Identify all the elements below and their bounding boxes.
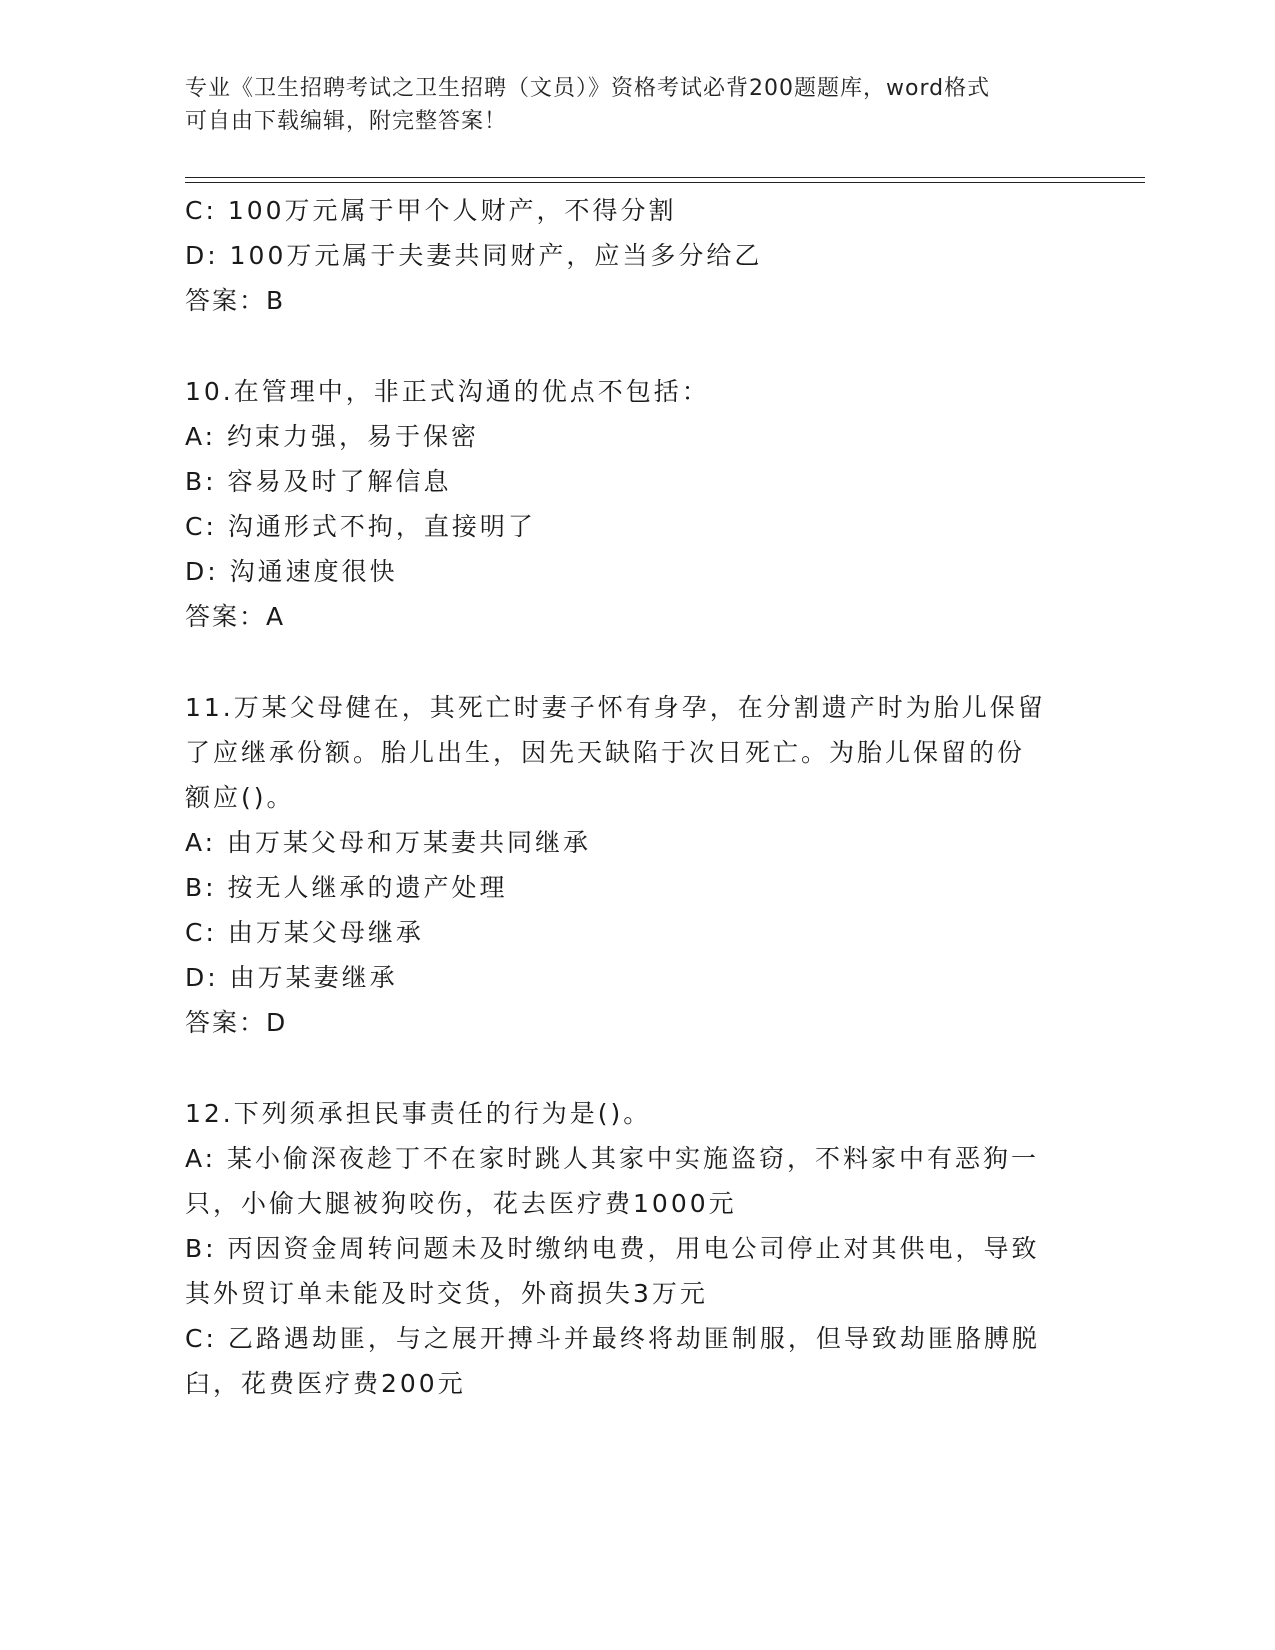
option-d: D: 沟通速度很快 — [185, 557, 398, 586]
document-header — [185, 72, 1065, 138]
option-b: B: 容易及时了解信息 — [185, 467, 452, 496]
option-c: C: 沟通形式不拘，直接明了 — [185, 512, 536, 541]
question-10-stem: 10.在管理中，非正式沟通的优点不包括： — [185, 377, 710, 406]
option-c-continuation: 臼，花费医疗费200元 — [185, 1369, 466, 1398]
header-rule-top — [185, 177, 1145, 178]
question-11-stem-line-3: 额应()。 — [185, 783, 295, 812]
option-b-continuation: 其外贸订单未能及时交货，外商损失3万元 — [185, 1279, 708, 1308]
option-b: B: 按无人继承的遗产处理 — [185, 873, 508, 902]
question-11-stem-line-1: 11.万某父母健在，其死亡时妻子怀有身孕，在分割遗产时为胎儿保留 — [185, 693, 1046, 722]
option-c: C: 100万元属于甲个人财产，不得分割 — [185, 196, 677, 225]
option-a: A: 约束力强，易于保密 — [185, 422, 480, 451]
option-a: A: 某小偷深夜趁丁不在家时跳人其家中实施盗窃，不料家中有恶狗一 — [185, 1144, 1040, 1173]
option-a-continuation: 只，小偷大腿被狗咬伤，花去医疗费1000元 — [185, 1189, 737, 1218]
option-d: D: 100万元属于夫妻共同财产，应当多分给乙 — [185, 241, 763, 270]
question-12-stem: 12.下列须承担民事责任的行为是()。 — [185, 1099, 652, 1128]
header-line-2: 可自由下载编辑，附完整答案！ — [185, 109, 508, 134]
answer-line: 答案：B — [185, 286, 286, 315]
question-11-stem-line-2: 了应继承份额。胎儿出生，因先天缺陷于次日死亡。为胎儿保留的份 — [185, 738, 1026, 767]
header-rule-bottom — [185, 182, 1145, 183]
answer-line: 答案：D — [185, 1008, 288, 1037]
option-c: C: 由万某父母继承 — [185, 918, 424, 947]
option-d: D: 由万某妻继承 — [185, 963, 398, 992]
option-a: A: 由万某父母和万某妻共同继承 — [185, 828, 592, 857]
option-b: B: 丙因资金周转问题未及时缴纳电费，用电公司停止对其供电，导致 — [185, 1234, 1040, 1263]
option-c: C: 乙路遇劫匪，与之展开搏斗并最终将劫匪制服，但导致劫匪胳膊脱 — [185, 1324, 1040, 1353]
answer-line: 答案：A — [185, 602, 286, 631]
question-content — [185, 188, 1065, 1406]
header-line-1: 专业《卫生招聘考试之卫生招聘（文员）》资格考试必背200题题库，word格式 — [185, 76, 991, 101]
